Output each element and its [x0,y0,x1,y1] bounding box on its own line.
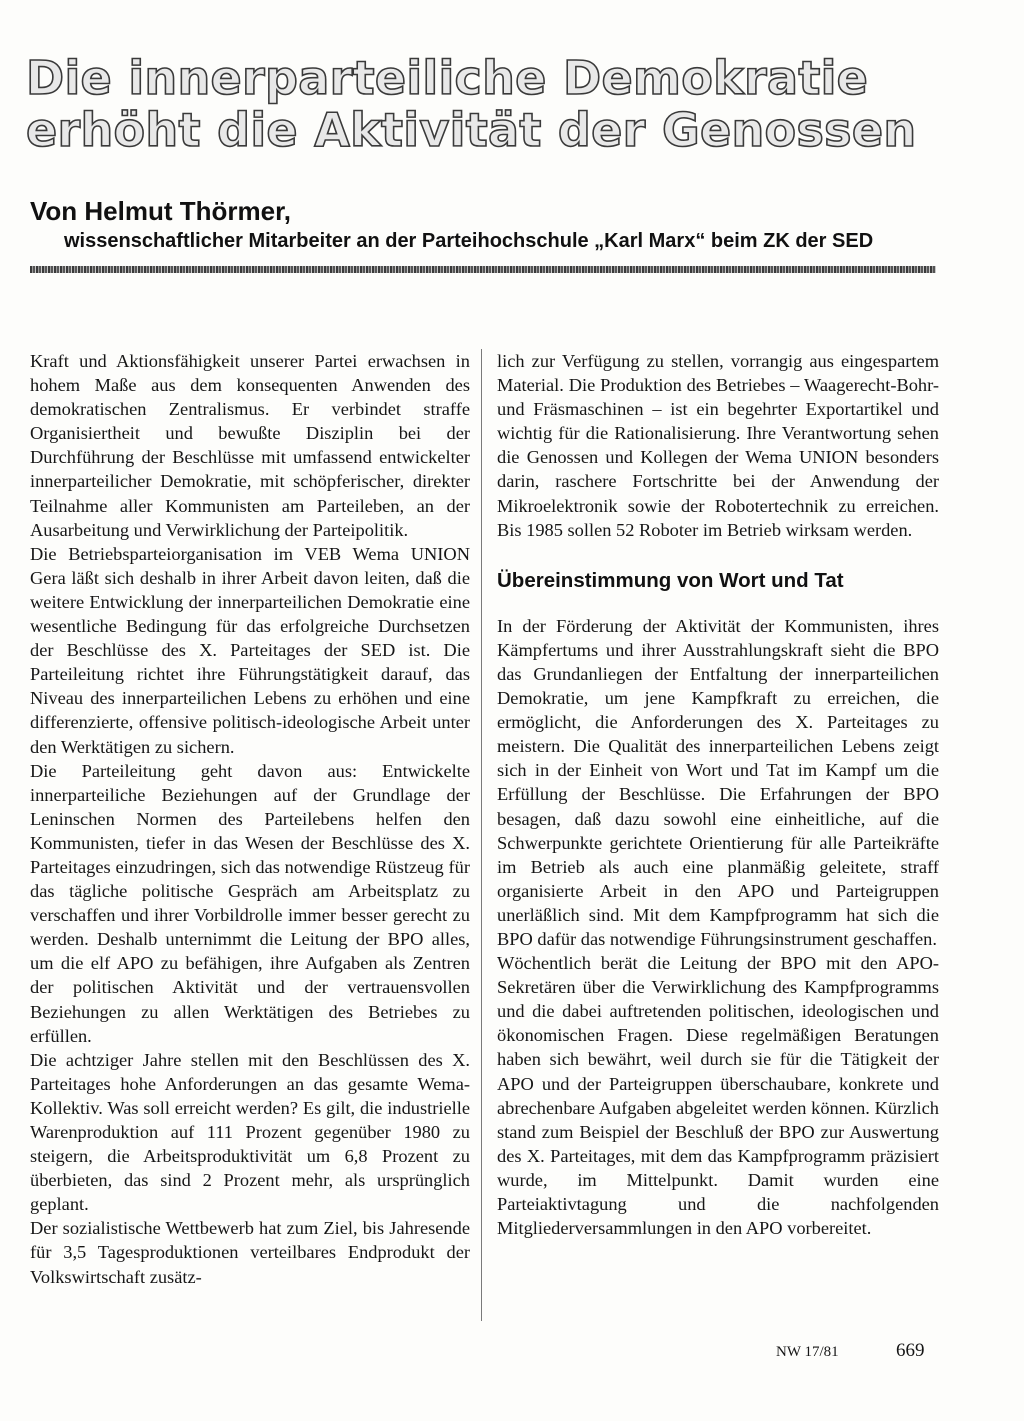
right-column [497,349,939,1240]
paragraph: lich zur Verfügung zu stellen, vorrangig aus eingespartem Material. Die Produktion des Betriebes – Waagerecht-Bohr- und Fräsmaschinen – ist ein begehrter Exportartikel und wichtig für die Rationalisierung. Ihre Verantwortung sehen die Genossen und Kollegen der Wema UNION besonders darin, raschere Fortschritte bei der Anwendung der Mikroelektronik sowie der Robotertechnik zu erreichen. Bis 1985 sollen 52 Roboter im Betrieb wirksam werden. [497,351,939,540]
header-rule [30,266,936,273]
column-divider [481,349,482,1321]
author-name: Von Helmut Thörmer, [30,196,291,226]
journal-issue: NW 17/81 [776,1344,839,1360]
paragraph: Wöchentlich berät die Leitung der BPO mit den APO-Sekretären über die Verwirklichung des Kampfprogramms und die dabei auftretenden politischen, ideologischen und ökonomischen Fragen. Diese regelmäßigen Beratungen haben sich bewährt, weil durch sie für die Tätigkeit der APO und der Parteigruppen überschaubare, konkrete und abrechenbare Aufgaben abgeleitet werden können. Kürzlich stand zum Beispiel der Beschluß der BPO zur Auswertung des X. Parteitages, mit dem das Kampfprogramm präzisiert wurde, im Mittelpunkt. Damit wurden eine Parteiaktivtagung und die nachfolgenden Mitgliederversammlungen in den APO vorbereitet. [497,953,939,1239]
paragraph: Die Betriebsparteiorganisation im VEB Wema UNION Gera läßt sich deshalb in ihrer Arbeit davon leiten, daß die weitere Entwicklung der innerparteilichen Demokratie eine wesentliche Bedingung für das erfolgreiche Durchsetzen der Beschlüsse des X. Parteitages der SED ist. Die Parteileitung richtet ihre Führungstätigkeit darauf, das Niveau des innerparteilichen Lebens zu erhöhen und eine differenzierte, offensive politisch-ideologische Arbeit unter den Werktätigen zu sichern. [30,543,470,757]
paragraph: Kraft und Aktionsfähigkeit unserer Partei erwachsen in hohem Maße aus dem konsequenten Anwenden des demokratischen Zentralismus. Er verbindet straffe Organisiertheit und bewußte Disziplin bei der Durchführung der Beschlüsse mit umfassend entwickelter innerparteilicher Demokratie, mit schöpferischer, direkter Teilnahme aller Kommunisten am Parteileben, an der Ausarbeitung und Verwirklichung der Parteipolitik. [30,351,470,540]
paragraph: Die Parteileitung geht davon aus: Entwickelte innerparteiliche Beziehungen auf der Grundlage der Leninschen Normen des Parteilebens helfen den Kommunisten, tiefer in das Wesen der Beschlüsse des X. Parteitages einzudringen, sich das notwendige Rüstzeug für das tägliche politische Gespräch am Arbeitsplatz zu verschaffen und ihrer Vorbildrolle immer besser gerecht zu werden. Deshalb unternimmt die Leitung der BPO alles, um die elf APO zu befähigen, ihre Aufgaben als Zentren der politischen Aktivität und der vertrauensvollen Beziehungen zu allen Werktätigen des Betriebes zu erfüllen. [30,760,470,1046]
paragraph: Der sozialistische Wettbewerb hat zum Ziel, bis Jahresende für 3,5 Tagesproduktionen verteilbares Endprodukt der Volkswirtschaft zusätz- [30,1218,470,1287]
article-headline [26,52,926,156]
section-subheading: Übereinstimmung von Wort und Tat [497,568,844,592]
page-number: 669 [896,1340,925,1361]
paragraph: Die achtziger Jahre stellen mit den Beschlüssen des X. Parteitages hohe Anforderungen an das gesamte Wema-Kollektiv. Was soll erreicht werden? Es gilt, die industrielle Warenproduktion auf 111 Prozent gegenüber 1980 zu steigern, die Arbeitsproduktivität um 6,8 Prozent zu überbieten, das sind 2 Prozent mehr, als ursprünglich geplant. [30,1049,470,1215]
left-column [30,349,470,1289]
paragraph: In der Förderung der Aktivität der Kommunisten, ihres Kämpfertums und ihrer Ausstrahlungskraft sieht die BPO das Grundanliegen der Entfaltung der innerparteilichen Demokratie, um jene Kampfkraft zu erreichen, die ermöglicht, die Anforderungen des X. Parteitages zu meistern. Die Qualität des innerparteilichen Lebens zeigt sich in der Einheit von Wort und Tat im Kampf um die Erfüllung der Beschlüsse. Die Erfahrungen der BPO besagen, daß dazu sowohl eine einheitliche, auf die Schwerpunkte gerichtete Orientierung für alle Parteikräfte im Betrieb als auch eine planmäßig geleitete, straff organisierte Arbeit in den APO und Parteigruppen unerläßlich sind. Mit dem Kampfprogramm hat sich die BPO dafür das notwendige Führungsinstrument geschaffen. [497,615,939,949]
headline-line-1: Die innerparteiliche Demokratie [26,51,869,105]
headline-line-2: erhöht die Aktivität der Genossen [26,103,917,157]
author-affiliation: wissenschaftlicher Mitarbeiter an der Parteihochschule „Karl Marx“ beim ZK der SED [64,230,874,252]
